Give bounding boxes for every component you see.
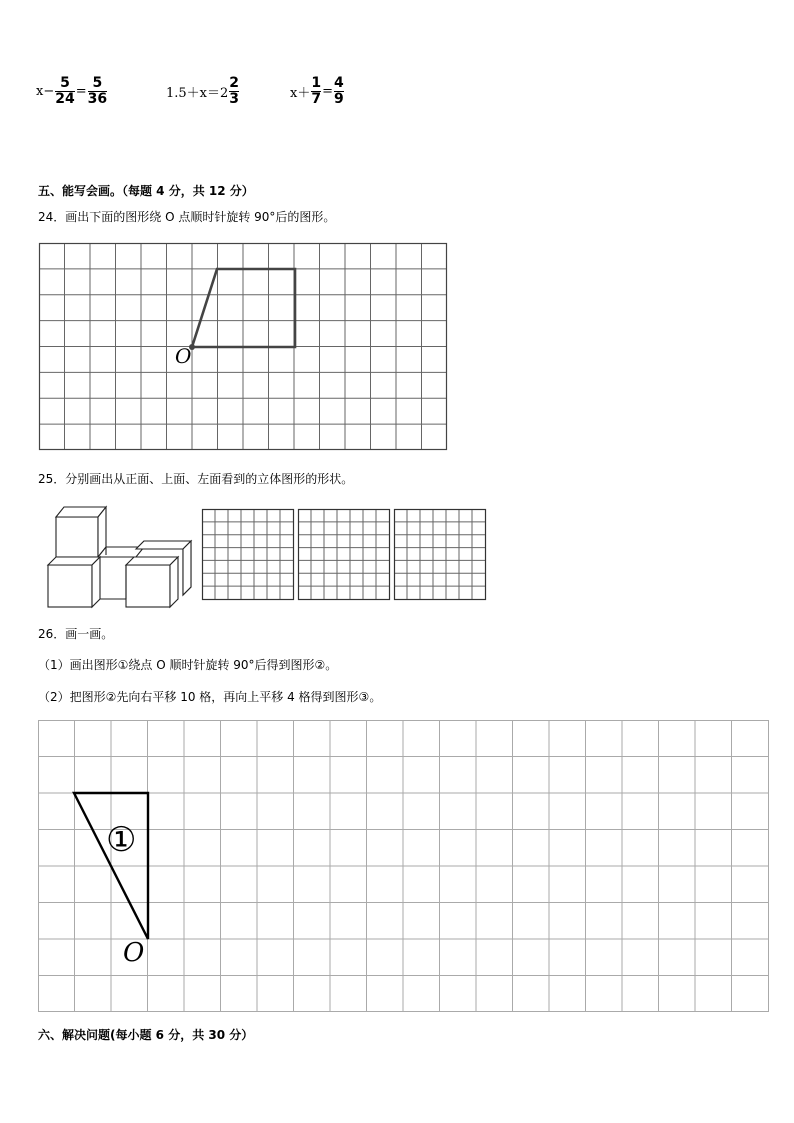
eq2-prefix: 1.5＋x＝2 [166, 86, 229, 101]
eq3-equals: = [322, 84, 333, 99]
q25-grid-left [394, 509, 486, 600]
eq1-equals: = [75, 84, 87, 99]
q25-text: 25．分别画出从正面、上面、左面看到的立体图形的形状。 [38, 472, 354, 486]
eq3-num1: 1 [311, 75, 322, 91]
eq3-prefix: x＋ [290, 86, 311, 101]
eq1-num1: 5 [60, 75, 70, 91]
eq1-fraction-1 [55, 76, 74, 107]
q25-grid-top [298, 509, 390, 600]
eq3-den2: 9 [334, 91, 344, 107]
cube-figure [44, 505, 194, 609]
eq1-den1: 24 [55, 91, 75, 107]
q24-point-label: O [175, 344, 192, 368]
q26-point-label: O [123, 938, 145, 968]
q26-sub1: （1）画出图形①绕点 O 顺时针旋转 90°后得到图形②。 [38, 658, 338, 672]
eq1-num2: 5 [92, 75, 103, 91]
eq1-prefix: x− [36, 84, 55, 99]
q26-shape-label: ① [106, 820, 137, 860]
equation-2 [166, 76, 240, 107]
q24-grid [39, 243, 447, 451]
q25-grid-front [202, 509, 294, 600]
eq2-den: 3 [229, 91, 240, 107]
eq1-den2: 36 [87, 91, 108, 107]
eq3-den1: 7 [311, 91, 322, 107]
eq2-fraction [229, 76, 239, 107]
equation-3 [290, 76, 345, 107]
eq3-num2: 4 [334, 75, 344, 91]
q24-text: 24．画出下面的图形绕 O 点顺时针旋转 90°后的图形。 [38, 210, 336, 224]
section6-title: 六、解决问题(每小题 6 分，共 30 分） [38, 1028, 254, 1042]
equation-1 [36, 76, 108, 107]
q26-grid [38, 720, 769, 1013]
eq2-num: 2 [229, 75, 240, 91]
q26-text: 26．画一画。 [38, 627, 114, 641]
eq3-fraction-1 [311, 76, 321, 107]
q26-sub2: （2）把图形②先向右平移 10 格，再向上平移 4 格得到图形③。 [38, 690, 382, 704]
section5-title: 五、能写会画。（每题 4 分，共 12 分） [38, 184, 254, 198]
eq3-fraction-2 [334, 76, 344, 107]
eq1-fraction-2 [88, 76, 107, 107]
